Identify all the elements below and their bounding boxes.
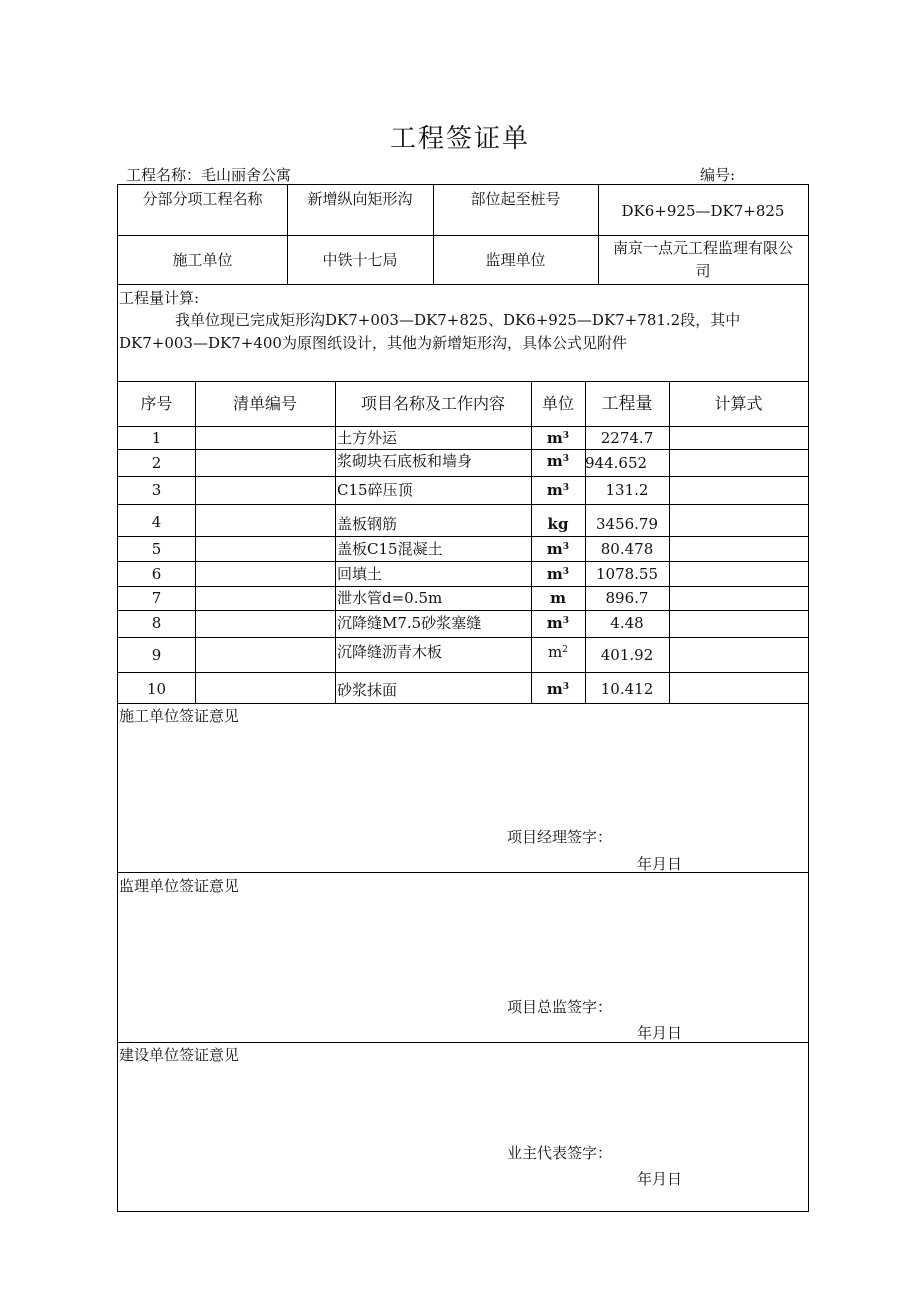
calc-line-1: 我单位现已完成矩形沟DK7+003—DK7+825、DK6+925—DK7+781.2段，其中 xyxy=(175,311,741,329)
row-unit: kg xyxy=(547,514,569,533)
row-divider xyxy=(118,504,808,505)
supervision-opinion-label: 监理单位签证意见 xyxy=(119,877,240,895)
row-name: 回填土 xyxy=(337,564,383,583)
row-qty: 2274.7 xyxy=(600,428,654,447)
supervision-signer-label: 项目总监签字： xyxy=(507,998,613,1016)
row-no: 4 xyxy=(151,513,162,531)
row-no: 1 xyxy=(151,428,162,447)
calc-line-2: DK7+003—DK7+400为原图纸设计，其他为新增矩形沟，具体公式见附件 xyxy=(119,334,627,352)
row-name: 泄水管d=0.5m xyxy=(337,589,443,607)
row-name: C15碎压顶 xyxy=(337,481,413,499)
row-unit: m $^3$ xyxy=(546,481,570,499)
row-name: 盖板钢筋 xyxy=(337,514,398,533)
supervision-date-label: 年月日 xyxy=(637,1024,683,1042)
document-number: 编号: xyxy=(700,166,736,184)
row-qty: 131.2 xyxy=(605,481,649,499)
row-unit: m $^3$ xyxy=(546,613,570,632)
column-divider xyxy=(669,381,670,703)
owner-date-label: 年月日 xyxy=(637,1170,683,1188)
supervision-unit-value-cont: 司 xyxy=(695,262,711,280)
construction-opinion-label: 施工单位签证意见 xyxy=(119,707,240,725)
column-divider xyxy=(195,381,196,703)
row-no: 7 xyxy=(151,589,162,607)
sub-project-value: 新增纵向矩形沟 xyxy=(307,190,413,208)
owner-opinion-label: 建设单位签证意见 xyxy=(119,1046,240,1064)
row-no: 2 xyxy=(151,453,162,472)
header-code: 清单编号 xyxy=(232,393,297,413)
row-divider xyxy=(118,284,808,285)
station-label: 部位起至桩号 xyxy=(470,190,561,208)
row-name: 沉降缝沥青木板 xyxy=(337,643,443,661)
row-name: 沉降缝M7.5砂浆塞缝 xyxy=(337,613,482,632)
row-no: 10 xyxy=(146,679,167,698)
row-qty: 80.478 xyxy=(600,539,654,558)
row-unit: m $^3$ xyxy=(546,452,570,470)
construction-signer-label: 项目经理签字： xyxy=(507,828,613,846)
calc-label: 工程量计算: xyxy=(119,289,200,307)
row-no: 9 xyxy=(151,645,162,664)
row-unit: m xyxy=(550,589,566,607)
row-qty: 896.7 xyxy=(605,589,649,607)
row-unit: m $^3$ xyxy=(546,539,570,558)
header-no: 序号 xyxy=(140,393,173,413)
row-no: 5 xyxy=(151,539,162,558)
sub-project-label: 分部分项工程名称 xyxy=(142,190,263,208)
row-qty: 944.652 xyxy=(585,453,648,472)
document-title: 工程签证单 xyxy=(389,124,530,154)
row-name: 盖板C15混凝土 xyxy=(337,539,443,558)
row-name: 砂浆抹面 xyxy=(337,681,398,699)
supervision-unit-label: 监理单位 xyxy=(485,251,546,269)
construction-date-label: 年月日 xyxy=(637,855,683,873)
project-name: 工程名称：毛山丽舍公寓 xyxy=(126,166,292,184)
row-name: 浆砌块石底板和墙身 xyxy=(337,452,473,470)
row-no: 8 xyxy=(151,613,162,632)
row-no: 6 xyxy=(151,564,162,583)
header-name: 项目名称及工作内容 xyxy=(360,393,505,413)
header-qty: 工程量 xyxy=(601,393,653,414)
row-name: 土方外运 xyxy=(337,428,398,447)
construction-unit-value: 中铁十七局 xyxy=(322,251,398,269)
row-unit: m $^3$ xyxy=(546,679,570,698)
form-frame xyxy=(117,184,809,1212)
row-qty: 1078.55 xyxy=(595,564,659,583)
header-unit: 单位 xyxy=(541,393,574,413)
station-value: DK6+925—DK7+825 xyxy=(621,202,785,220)
row-no: 3 xyxy=(151,481,162,499)
row-divider xyxy=(118,872,808,873)
row-unit: m $^3$ xyxy=(546,564,570,583)
row-qty: 4.48 xyxy=(610,613,644,632)
row-qty: 3456.79 xyxy=(595,514,659,533)
row-unit: m $^3$ xyxy=(546,428,570,447)
supervision-unit-value: 南京一点元工程监理有限公 xyxy=(612,239,793,257)
header-formula: 计算式 xyxy=(714,393,763,413)
row-unit: m $^2$ xyxy=(548,643,568,661)
construction-unit-label: 施工单位 xyxy=(172,251,233,269)
row-qty: 401.92 xyxy=(600,645,654,664)
row-divider xyxy=(118,672,808,673)
row-qty: 10.412 xyxy=(600,679,654,698)
owner-signer-label: 业主代表签字： xyxy=(507,1144,613,1162)
